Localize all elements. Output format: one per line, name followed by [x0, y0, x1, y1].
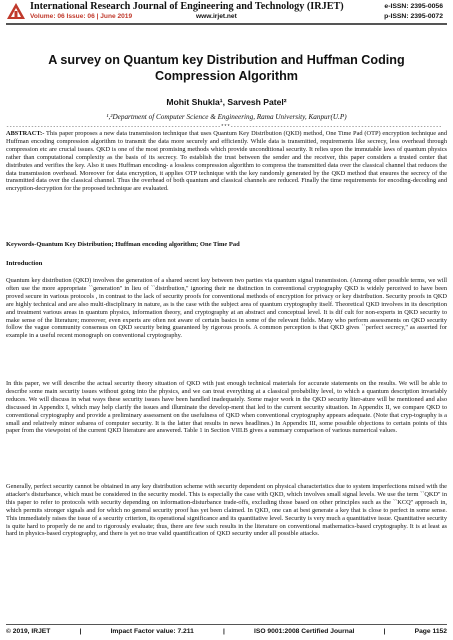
- keywords-line: Keywords-Quantum Key Distribution; Huffman encoding algorithm; One Time Pad: [6, 241, 240, 248]
- journal-title: International Research Journal of Engineering and Technology (IRJET): [30, 1, 344, 12]
- journal-website-link[interactable]: www.irjet.net: [196, 12, 237, 20]
- author-affiliation: ¹,²Department of Computer Science & Engineering, Rama University, Kanpur(U.P): [106, 113, 347, 121]
- footer-divider: [6, 624, 447, 625]
- footer-separator: |: [383, 628, 386, 635]
- section-separator: ---------------------------------------------------------------------***--------------------------------------------------------------------: [6, 124, 442, 130]
- irjet-logo-icon: [6, 2, 26, 20]
- section-heading-introduction: Introduction: [6, 260, 43, 267]
- volume-issue: Volume: 06 Issue: 06 | June 2019: [30, 12, 133, 20]
- paper-title: A survey on Quantum key Distribution and Huffman Coding Compression Algorithm: [48, 53, 405, 83]
- paper-authors: Mohit Shukla¹, Sarvesh Patel²: [166, 97, 287, 107]
- footer-separator: |: [223, 628, 225, 635]
- footer-impact-factor: Impact Factor value: 7.211: [110, 628, 194, 635]
- header-divider: [6, 23, 447, 25]
- footer-iso-certification: ISO 9001:2008 Certified Journal: [254, 628, 355, 635]
- intro-paragraph-2: In this paper, we will describe the actual security theory situation of QKD with just enough technical materials for accurate statements on the results. We will be able to describe some main security issues without going into the physics, and we can treat everything at a classical probability level, to which a quantum description invariably reduces. We will discuss in what ways these security issues have been handled inadequately. Some major work in the QKD security liter-ature will be mentioned and also discussed in Appendix I, which may help clarify the issues and illuminate the develop-ment that led to the current security situation. In Appendix II, we compare QKD to conventional cryptography and provide a preliminary assessment on the usefulness of QKD when conventional cryptography appears adequate. (Note that cryp-tography is a small and relatively minor subarea of computer security. It is the latter that results in news headlines.) In Appendix III, some possible objections to certain points of this paper from the viewpoint of the current QKD literature are answered. Table 1 in Section VIII.B gives a summary comparison of various numerical values.: [6, 380, 447, 435]
- journal-header: [0, 0, 453, 24]
- journal-footer: [6, 628, 447, 635]
- intro-paragraph-3: Generally, perfect security cannot be obtained in any key distribution scheme with security dependent on physical characteristics due to system imperfections mixed with the attacker's disturbance, which must be considered in the security model. This is especially the case with QKD, which involves small signal levels. We use the term ``QKD'' in this paper to refer to protocols with security depending on information-disturbance trade-offs, excluding those based on other principles such as the ``KCQ'' approach in, which permits stronger signals and for which no general security proof has yet been claimed. In QKD, one can at best generate a key that is close to perfect in some sense. This immediately raises the issue of a security criterion, its operational significance and its quantitative level. Security is very much a quantitative issue. Quantitative security is quite hard to properly de ne and to rigorously evaluate; thus, there are few such results in the literature on conventional mathematics-based cryptography. It is at least as hard in physics-based cryptography, and there is yet no true valid quantification of QKD security under all possible attacks.: [6, 483, 447, 538]
- footer-page-number: Page 1152: [414, 628, 447, 635]
- abstract-label: ABSTRACT:-: [6, 130, 45, 137]
- e-issn: e-ISSN: 2395-0056: [384, 3, 443, 10]
- p-issn: p-ISSN: 2395-0072: [384, 13, 443, 20]
- abstract-text: This paper proposes a new data transmission technique that uses Quantum Key Distribution (QKD) method, One Time Pad (OTP) encryption technique and Huffman encoding compression algorithm to transmit the data more securely and efficiently. While data is transmitted, requirements like secrecy, less overhead through compression etc are crucial issues. QKD is one of the most promising methods which provide unconditional security. It relies upon the immutable laws of quantum physics rather than computational complexity as the basis of its secrecy. To establish the trust between the sender and the receiver, this paper considers a trusted center that distributes and verifies the key. Also it uses Huffman encoding- a lossless compression algorithm to compress the transmitted data over the classical channel that reduces the data transmission overhead. Moreover for data encryption, it applies OTP technique with the key randomly generated by the QKD method that ensures the secrecy of the transmitted data over the classical channel. Thus the overhead of both quantum and classical channels are reduced. Finally the time requirements for encoding-decoding and encryption-decryption for the proposed technique are evaluated.: [6, 130, 447, 193]
- abstract-paragraph: [6, 130, 447, 193]
- footer-separator: |: [79, 628, 82, 635]
- intro-paragraph-1: Quantum key distribution (QKD) involves the generation of a shared secret key between two parties via quantum signal transmission. (Among other possible terms, we will often use the more appropriate ``generation'' in lieu of ``distribution,'' ignoring their ne distinction in conventional cryptography QKD is widely perceived to have been proved secure in various protocols , in contrast to the lack of security proofs for conventional methods of encryption for privacy or key distribution. Security proofs in QKD are highly technical and are also multi-disciplinary in nature, as is the case with the subject area of quantum cryptography itself. Theoretical QKD involves in its description and treatment various areas in quantum physics, information theory, and cryptography at an abstract and conceptual level. It is dif cult for non-experts in QKD security to make sense of the literature; moreover, even experts are often not aware of certain basics in some of the relevant fields. Many who perform assessments on QKD security follow the vague community consensus on QKD security being guaranteed by rigorous proofs. A common perception is that QKD gives ``perfect secrecy,'' as asserted for example in a useful recent monograph on conventional cryptography.: [6, 277, 447, 340]
- footer-copyright: © 2019, IRJET: [6, 628, 51, 635]
